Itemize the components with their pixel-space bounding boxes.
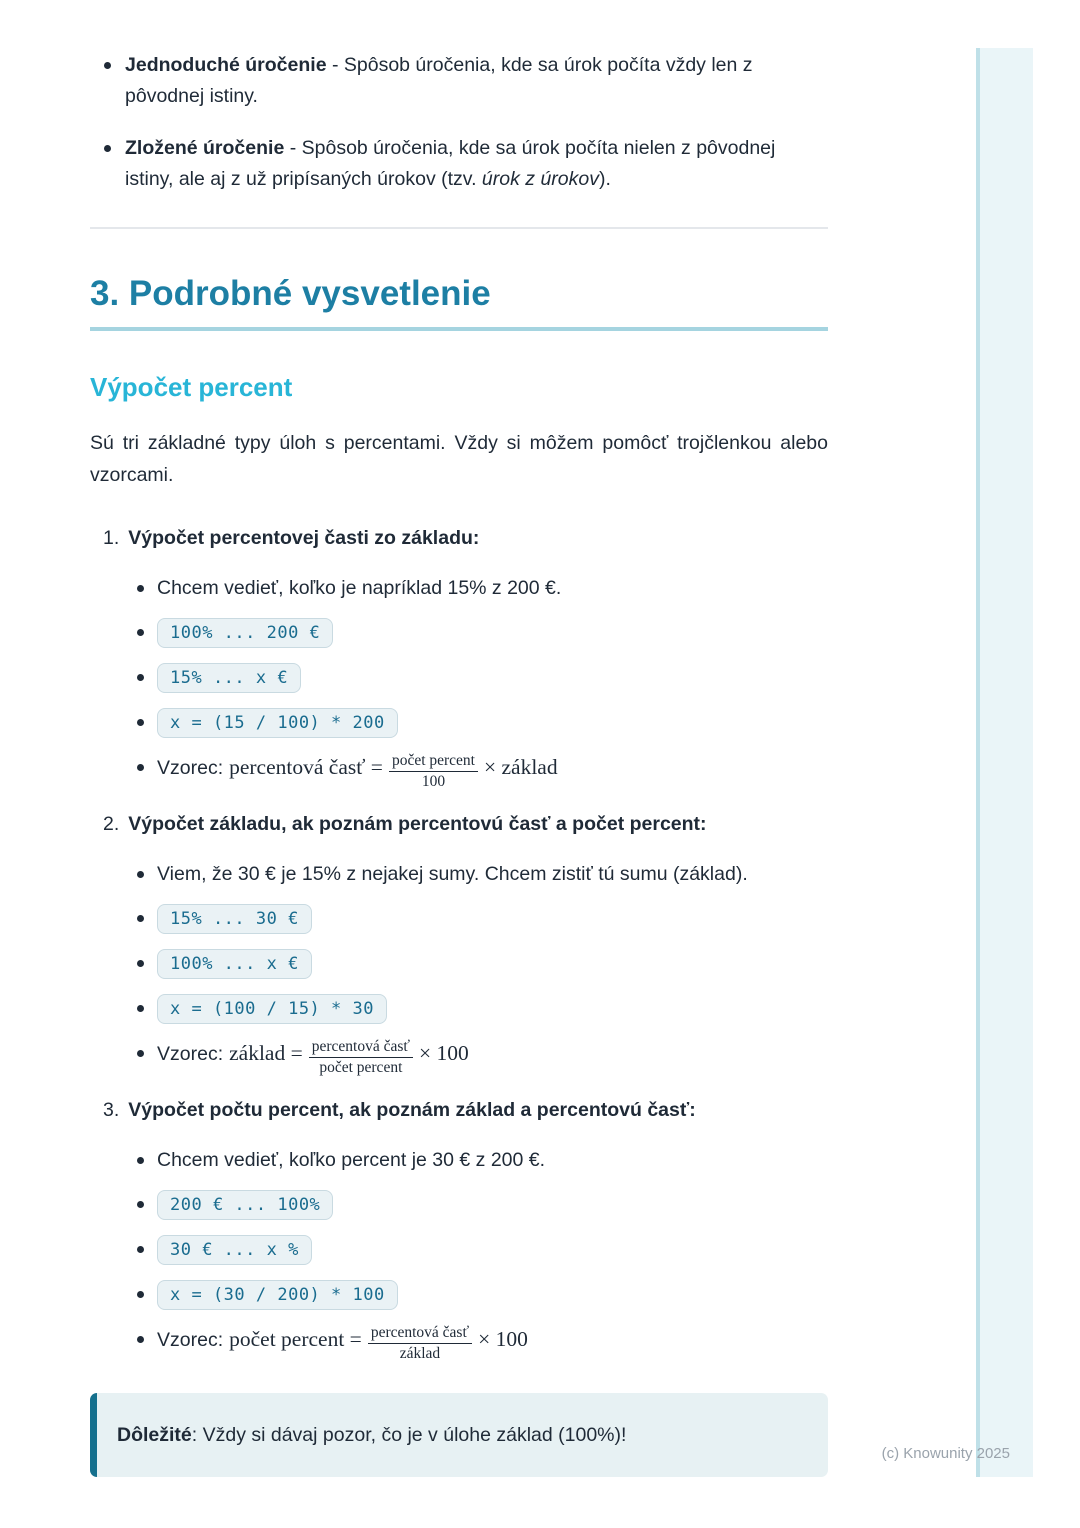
term-bold: Jednoduché úročenie [125, 54, 327, 76]
formula-label: Vzorec: [157, 1329, 224, 1351]
bullet-marker [137, 719, 144, 726]
code-chip: 15% ... x € [157, 663, 301, 693]
fraction-denominator: základ [399, 1345, 441, 1362]
bullet-marker [104, 62, 111, 69]
formula-lhs: percentová časť = [229, 755, 383, 779]
task-number: 1. [103, 527, 120, 549]
fraction [389, 752, 478, 791]
code-chip: x = (30 / 200) * 100 [157, 1280, 398, 1310]
formula-label: Vzorec: [157, 757, 224, 779]
list-item [90, 1189, 828, 1220]
list-item [90, 903, 828, 934]
task-item-1 [90, 523, 828, 791]
bullet-marker [104, 145, 111, 152]
term-italic: úrok z úrokov [481, 168, 599, 190]
task-item-3 [90, 1095, 828, 1363]
fraction [309, 1038, 413, 1077]
fraction-denominator: počet percent [319, 1059, 403, 1076]
important-callout [90, 1393, 828, 1477]
bullet-marker [137, 764, 144, 771]
code-chip: x = (100 / 15) * 30 [157, 994, 387, 1024]
bullet-marker [137, 1005, 144, 1012]
numbered-task-list [90, 523, 828, 1363]
section-heading: 3. Podrobné vysvetlenie [90, 273, 828, 331]
bullet-marker [137, 1050, 144, 1057]
subsection-heading: Výpočet percent [90, 372, 293, 402]
list-item [90, 573, 828, 603]
code-chip: x = (15 / 100) * 200 [157, 708, 398, 738]
formula-rhs: × 100 [478, 1327, 528, 1351]
task-title [90, 809, 828, 839]
callout-rest: : Vždy si dávaj pozor, čo je v úlohe základ (100%)! [191, 1424, 627, 1446]
list-item [90, 1279, 828, 1310]
list-item [90, 617, 828, 648]
task-title-text: Výpočet základu, ak poznám percentovú časť a počet percent: [128, 813, 707, 835]
list-item [90, 1234, 828, 1265]
task-item-2 [90, 809, 828, 1077]
bullet-marker [137, 674, 144, 681]
task-number: 2. [103, 813, 120, 835]
task-description: Viem, že 30 € je 15% z nejakej sumy. Chcem zistiť tú sumu (základ). [157, 863, 748, 885]
task-description: Chcem vedieť, koľko percent je 30 € z 200 €. [157, 1149, 546, 1171]
task-title [90, 1095, 828, 1125]
task-number: 3. [103, 1099, 120, 1121]
formula-label: Vzorec: [157, 1043, 224, 1065]
formula-lhs: základ = [229, 1041, 303, 1065]
formula-item [90, 1038, 828, 1077]
fraction-numerator: počet percent [389, 752, 478, 772]
formula-rhs: × základ [484, 755, 558, 779]
formula-rhs: × 100 [419, 1041, 469, 1065]
fraction-denominator: 100 [421, 773, 446, 790]
bullet-marker [137, 1336, 144, 1343]
list-item [90, 859, 828, 889]
task-title-text: Výpočet percentovej časti zo základu: [128, 527, 480, 549]
code-chip: 15% ... 30 € [157, 904, 312, 934]
term-bold: Zložené úročenie [125, 137, 285, 159]
formula-math [229, 752, 558, 790]
list-item [90, 662, 828, 693]
code-chip: 30 € ... x % [157, 1235, 312, 1265]
bullet-marker [137, 629, 144, 636]
formula-math [229, 1324, 528, 1362]
list-item [90, 993, 828, 1024]
bullet-marker [137, 960, 144, 967]
term-definition-end: ). [598, 168, 611, 190]
callout-bold: Dôležité [117, 1424, 192, 1446]
list-item [90, 133, 828, 195]
bullet-marker [137, 1201, 144, 1208]
list-item [90, 707, 828, 738]
formula-lhs: počet percent = [229, 1327, 362, 1351]
bullet-marker [137, 585, 144, 592]
bullet-marker [137, 871, 144, 878]
code-chip: 100% ... 200 € [157, 618, 333, 648]
task-title-text: Výpočet počtu percent, ak poznám základ a percentovú časť: [128, 1099, 696, 1121]
code-chip: 200 € ... 100% [157, 1190, 333, 1220]
list-item [90, 50, 828, 112]
formula-math [229, 1038, 469, 1076]
bullet-marker [137, 1157, 144, 1164]
term-definition: - Spôsob úročenia, kde sa úrok počíta nielen z pôvodnej istiny, ale aj z už pripísaných úrokov (tzv. [125, 137, 776, 190]
next-page-edge [976, 48, 1033, 1477]
bullet-marker [137, 1291, 144, 1298]
intro-paragraph: Sú tri základné typy úloh s percentami. Vždy si môžem pomôcť trojčlenkou alebo vzorcami. [90, 432, 828, 486]
task-description: Chcem vedieť, koľko je napríklad 15% z 200 €. [157, 577, 562, 599]
bullet-marker [137, 1246, 144, 1253]
term-definition: - Spôsob úročenia, kde sa úrok počíta vždy len z pôvodnej istiny. [125, 54, 753, 107]
formula-item [90, 1324, 828, 1363]
fraction-numerator: percentová časť [309, 1038, 413, 1058]
callout-text [117, 1420, 804, 1450]
fraction-numerator: percentová časť [368, 1324, 472, 1344]
bullet-marker [137, 915, 144, 922]
list-item-text [125, 133, 828, 195]
formula-item [90, 752, 828, 791]
code-chip: 100% ... x € [157, 949, 312, 979]
definition-list [90, 50, 828, 195]
task-sublist [90, 859, 828, 1077]
list-item [90, 1145, 828, 1175]
task-title [90, 523, 828, 553]
list-item [90, 948, 828, 979]
page-content [90, 0, 828, 1477]
fraction [368, 1324, 472, 1363]
divider [90, 227, 828, 229]
task-sublist [90, 573, 828, 791]
copyright-text: (c) Knowunity 2025 [881, 1445, 1010, 1462]
task-sublist [90, 1145, 828, 1363]
list-item-text [125, 50, 828, 112]
